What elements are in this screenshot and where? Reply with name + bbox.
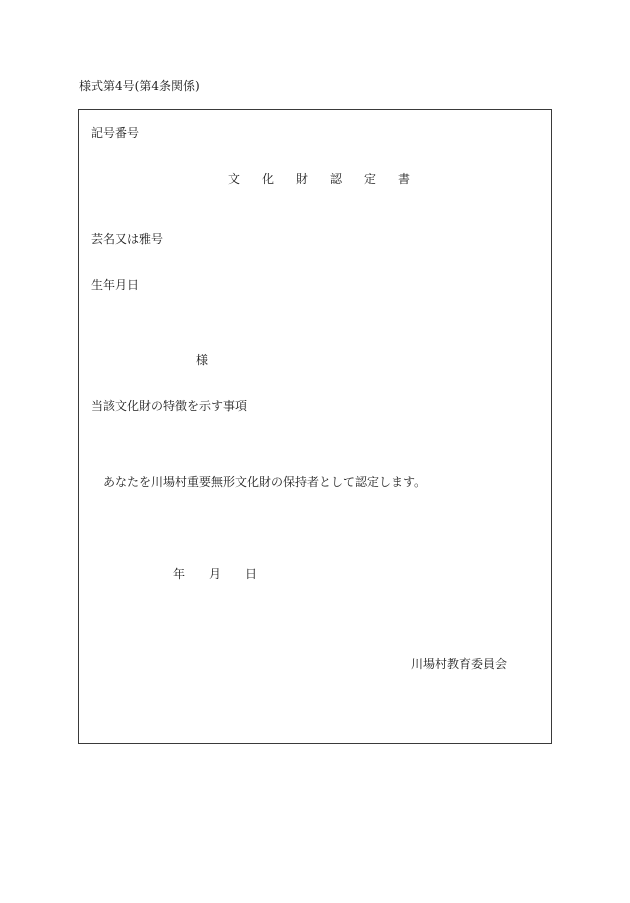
issuer-name: 川場村教育委員会 (411, 657, 508, 671)
stage-name-label: 芸名又は雅号 (91, 232, 164, 246)
day-label: 日 (245, 567, 258, 581)
features-label: 当該文化財の特徴を示す事項 (91, 399, 248, 413)
certificate-frame (78, 109, 552, 744)
form-number-label: 様式第4号(第4条関係) (79, 79, 200, 93)
certificate-title: 文化財認定書 (228, 172, 433, 186)
month-label: 月 (209, 567, 222, 581)
year-label: 年 (173, 567, 186, 581)
honorific-label: 様 (196, 353, 209, 367)
birth-date-label: 生年月日 (91, 278, 140, 292)
record-number-label: 記号番号 (91, 126, 140, 140)
certification-statement: あなたを川場村重要無形文化財の保持者として認定します。 (103, 475, 427, 489)
issue-date (173, 567, 257, 581)
